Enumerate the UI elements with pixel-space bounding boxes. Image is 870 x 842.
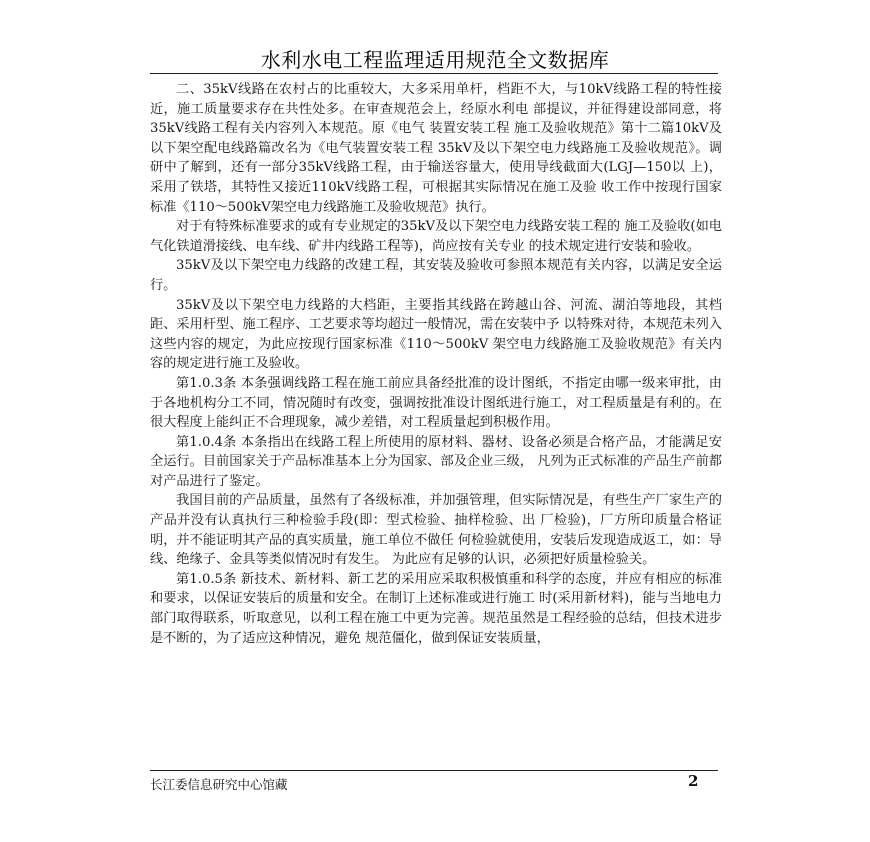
paragraph-35kv-scope: 二、35kV线路在农村占的比重较大，大多采用单杆，档距不大，与10kV线路工程的特性接近，施工质量要求存在共性处多。在审查规范会上，经原水利电 部提议，并征得建设部同意，将35kV线路工程有关内容列入本规范。原《电气 装置安装工程 施工及验收规范》第十二篇10kV及以下架空配电线路篇改名为《电气装置安装工程 35kV及以下架空电力线路施工及验收规范》。调研中了解到，还有一部分35kV线路工程，由于输送容量大，使用导线截面大(LGJ—150以 上)，采用了铁塔，其特性又接近110kV线路工程，可根据其实际情况在施工及验 收工作中按现行国家标准《110～500kV架空电力线路施工及验收规范》执行。 xyxy=(150,82,722,215)
paragraph-product-quality: 我国目前的产品质量，虽然有了各级标准，并加强管理，但实际情况是，有些生产厂家生产的产品并没有认真执行三种检验手段(即：型式检验、抽样检验、出 厂检验)，厂方所印质量合格证明，并不能证明其产品的真实质量，施工单位不做任 何检验就使用，安装后发现造成返工，如：导线、绝缘子、金具等类似情况时有发生。 为此应有足够的认识，必须把好质量检验关。 xyxy=(150,493,722,568)
paragraph-rebuild-projects: 35kV及以下架空电力线路的改建工程，其安装及验收可参照本规范有关内容，以满足安全运行。 xyxy=(150,258,722,293)
footer-source: 长江委信息研究中心馆藏 xyxy=(150,777,288,792)
paragraph-article-1-0-4: 第1.0.4条 本条指出在线路工程上所使用的原材料、器材、设备必须是合格产品，才能满足安全运行。目前国家关于产品标准基本上分为国家、部及企业三级， 凡列为正式标准的产品生产前都对产品进行了鉴定。 xyxy=(150,434,722,489)
paragraph-article-1-0-5: 第1.0.5条 新技术、新材料、新工艺的采用应采取积极慎重和科学的态度，并应有相应的标准和要求，以保证安装后的质量和安全。在制订上述标准或进行施工 时(采用新材料)，能与当地电力部门取得联系，听取意见，以利工程在施工中更为完善。规范虽然是工程经验的总结，但技术进步是不断的，为了适应这种情况，避免 规范僵化，做到保证安装质量， xyxy=(150,571,722,646)
paragraph-article-1-0-3: 第1.0.3条 本条强调线路工程在施工前应具备经批准的设计图纸，不指定由哪一级来审批，由于各地机构分工不同，情况随时有改变，强调按批准设计图纸进行施工，对工程质量是有利的。在很大程度上能纠正不合理现象，减少差错，对工程质量起到积极作用。 xyxy=(150,375,722,431)
page-number: 2 xyxy=(688,772,699,790)
paragraph-special-standards: 对于有特殊标准要求的或有专业规定的35kV及以下架空电力线路安装工程的 施工及验收(如电气化铁道滑接线、电车线、矿井内线路工程等)，尚应按有关专业 的技术规定进行安装和验收。 xyxy=(150,219,722,254)
page-title: 水利水电工程监理适用规范全文数据库 xyxy=(260,48,610,72)
paragraph-large-span: 35kV及以下架空电力线路的大档距，主要指其线路在跨越山谷、河流、湖泊等地段，其档距、采用杆型、施工程序、工艺要求等均超过一般情况，需在安装中予 以特殊对待，本规范未列入这些内容的规定，为此应按现行国家标准《110～500kV 架空电力线路施工及验收规范》有关内容的规定进行施工及验收。 xyxy=(150,297,722,372)
document-body xyxy=(150,80,722,648)
header-divider xyxy=(150,73,718,74)
footer-divider xyxy=(150,770,718,771)
